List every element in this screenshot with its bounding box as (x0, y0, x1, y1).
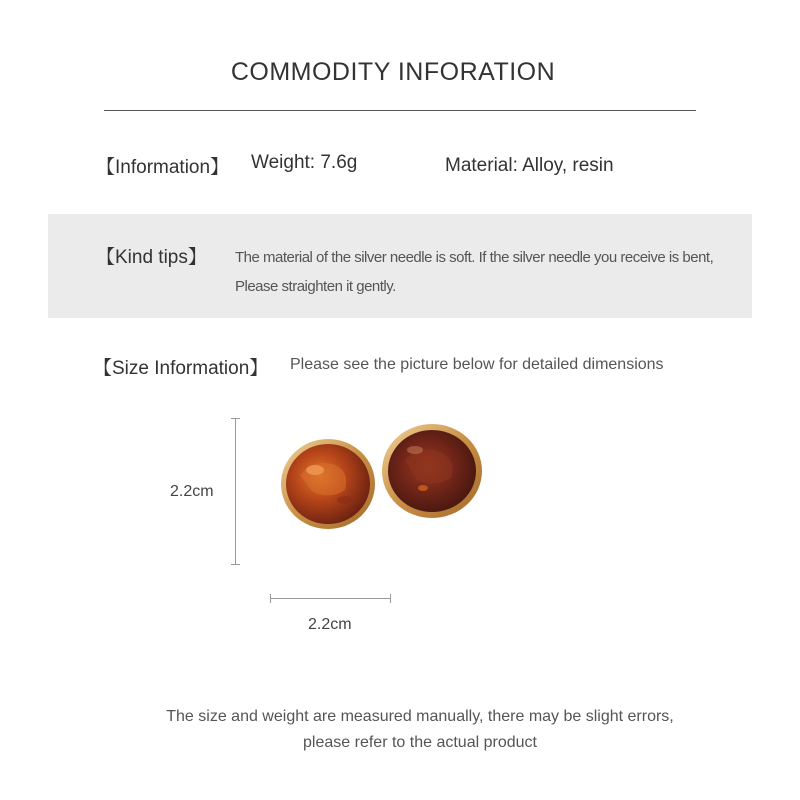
kind-tips-text (235, 243, 735, 301)
size-information-tag: 【Size Information】 (93, 358, 269, 379)
information-tag: 【Information】 (96, 157, 230, 178)
footer-line-1: The size and weight are measured manually, there may be slight errors, (166, 708, 674, 725)
height-dimension-line (231, 418, 241, 565)
width-dimension-line (270, 594, 391, 604)
size-information-note: Please see the picture below for detailed dimensions (290, 356, 664, 373)
footer-note (0, 704, 800, 756)
footer-line-2: please refer to the actual product (303, 734, 537, 751)
height-dimension-label: 2.2cm (170, 483, 214, 500)
kind-tips-tag: 【Kind tips】 (96, 247, 207, 268)
kind-tips-line-1: The material of the silver needle is soft. If the silver needle you receive is bent, (235, 249, 714, 266)
kind-tips-line-2: Please straighten it gently. (235, 278, 396, 295)
material-value: Material: Alloy, resin (445, 155, 614, 176)
title-divider (104, 110, 696, 111)
earrings-product-image (275, 420, 490, 535)
left-earring (281, 439, 375, 529)
right-earring (382, 424, 482, 518)
width-dimension-label: 2.2cm (308, 616, 352, 633)
page-title: COMMODITY INFORATION (230, 58, 556, 86)
weight-value: Weight: 7.6g (251, 152, 358, 173)
